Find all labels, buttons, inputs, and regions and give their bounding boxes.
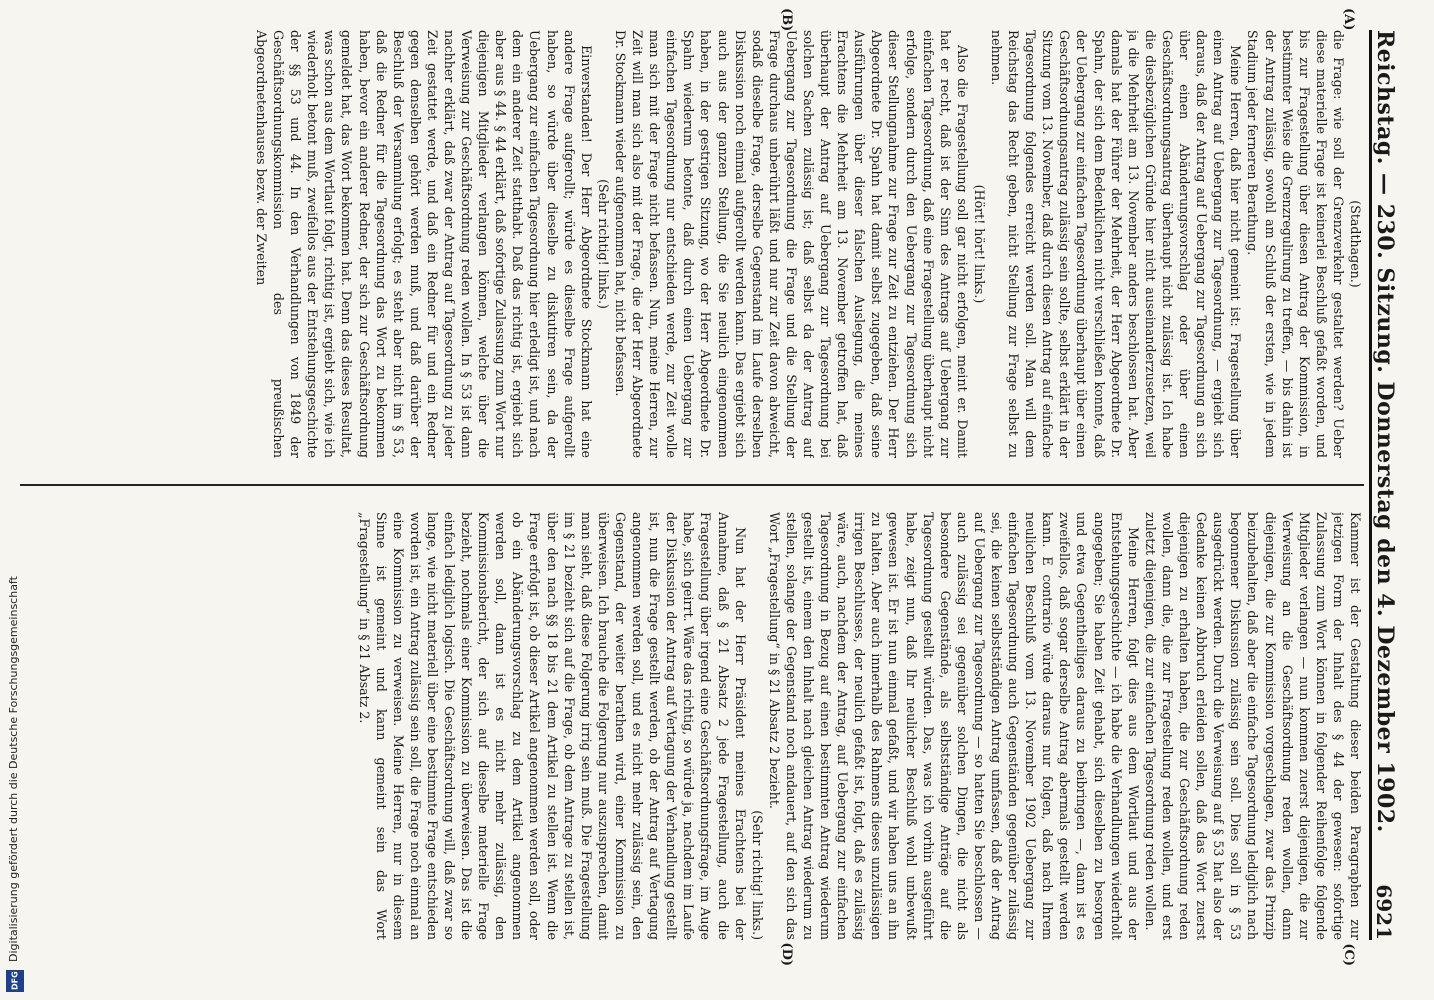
speaker-label: (Stadthagen.): [1348, 200, 1363, 288]
dfg-credit: Digitalisierung gefördert durch die Deutsche Forschungsgemeinschaft: [7, 576, 20, 962]
page-header: [1369, 30, 1412, 940]
right-paragraph-1: Kammer ist der Gestaltung dieser beiden Paragraphen zur jetzigen Form der Inhalt des § 44 der gewesen: sofortige Zulassung zum Wort können in folgender Reihenfolge folgende Mitglieder verlangen — nun kommen zuerst diejenigen, die zur Verweisung an die Geschäftsordnung reden wollen, dann diejenigen, die zur Kommission vorgeschlagen, zwar das Prinzip beizubehalten, daß aber die einfache Tagesordnung lediglich nach begonnener Diskussion zulässig sein soll. Dies soll in § 53 ausgedrückt werden. Durch die Verweisung auf § 53 hat also der Gedanke keinen Abbruch erleiden sollen, daß das Wort zuerst diejenigen zu erhalten haben, die zur Geschäftsordnung reden wollen, dann die, die zur Fragestellung reden wollen, und erst zuletzt diejenigen, die zur einfachen Tagesordnung reden wollen.: [1142, 512, 1363, 940]
text-columns: [20, 30, 1364, 940]
column-divider: [20, 484, 1364, 486]
left-paragraph-2: Meine Herren, daß hier nicht gemeint ist: Fragestellung über einen Antrag auf Uebergang zur Tagesordnung, — ergiebt sich daraus, daß der Antrag auf Uebergang zur Tagesordnung an sich über einen Abänderungsvorschlag oder über einen Geschäftsordnungsantrag überhaupt nicht zulässig ist. Ich habe die diesbezüglichen Gründe hier nicht auseinanderzusetzen, weil ja die Mehrheit am 13. November anders beschlossen hat. Aber damals hat der Führer der Mehrheit, der Herr Abgeordnete Dr. Spahn, der sich dem Bedenklichen nicht verschließen konnte, daß der Uebergang zur einfachen Tagesordnung überhaupt über einen Geschäftsordnungsantrag zulässig sein sollte, selbst erklärt in der Sitzung vom 13. November, daß durch diesen Antrag auf einfache Tagesordnung folgendes erreicht werden soll. Man will dem Reichstag das Recht geben, nicht Stellung zur Frage selbst zu nehmen.: [989, 30, 1244, 458]
margin-marker-c: (C): [1341, 943, 1356, 966]
digitization-footer: [4, 2, 26, 992]
right-paragraph-2: Meine Herren, folgt dies aus dem Wortlaut und aus der Entstehungsgeschichte — ich habe die Verhandlungen wiederholt angegeben; Sie haben Zeit gehabt, sich dieselben zu besorgen und etwa Gegentheiliges daraus zu beibringen —, dann ist es zweifellos, daß sogar derselbe Antrag abermals gestellt werden kann. E contrario würde daraus nur folgen, daß nach Ihrem neulichen Beschluß vom 13. November 1902 Uebergang zur einfachen Tagesordnung auch Gegenständen gegenüber zulässig sei, die keinen selbstständigen Antrag umfassen, daß der Antrag auf Uebergang zur Tagesordnung — so hatten Sie beschlossen — auch zulässig sei gegenüber solchen Dingen, die nicht als besondere Gegenstände, als selbstständige Anträge auf die Tagesordnung gestellt würden. Das, was ich vorhin ausgeführt habe, zeigt nun, daß Ihr neulicher Beschluß wohl unbewußt gewesen ist. Er ist nun einmal gefaßt, und wir haben uns an ihn zu halten. Aber auch innerhalb des Rahmens dieses unzulässigen irrigen Beschlusses, der neulich gefaßt ist, folgt, daß es zulässig wäre, auch, nachdem der Antrag, auf Uebergang zur einfachen Tagesordnung in Bezug auf einen bestimmten Antrag wiederum gestellt ist, einem den Inhalt nach gleichen Antrag wiederum zu stellen, solange der Gegenstand noch andauert, auf den sich das Wort „Fragestellung“ in § 21 Absatz 2 bezieht.: [766, 512, 1141, 940]
margin-marker-a: (A): [1341, 8, 1356, 31]
margin-marker-b: (B): [779, 8, 794, 32]
left-column: [20, 30, 1364, 458]
left-paragraph-3: Also die Fragestellung soll gar nicht erfolgen, meint er. Damit hat er recht, daß ist der Sinn des Antrags auf Uebergang zur einfachen Tagesordnung, daß eine Fragestellung überhaupt nicht erfolge, sondern durch den Uebergang zur Tagesordnung sich dieser Stellungnahme zur Frage zur Zeit zu entziehen. Der Herr Abgeordnete Dr. Spahn hat damit selbst zugegeben, daß seine Ausführungen über dieser falschen Auslegung, die meines Erachtens die Mehrheit am 13. November getroffen hat, daß überhaupt der Antrag auf Uebergang zur Tagesordnung bei solchen Sachen zulässig ist; daß selbst da der Antrag auf Uebergang zur Tagesordnung die Frage und die Stellung der Frage durchaus unberührt läßt und nur zur Zeit davon abweicht, sodaß dieselbe Frage, derselbe Gegenstand im Laufe derselben Diskussion noch einmal aufgerollt werden kann. Das ergiebt sich auch aus der ganzen Stellung, die Sie neulich eingenommen haben, in der gestrigen Sitzung, wo der Herr Abgeordnete Dr. Spahn wiederum betonte, daß durch einen Uebergang zur einfachen Tagesordnung nur entschieden werde, zur Zeit wolle man sich mit der Frage nicht befassen. Nun, meine Herren, zur Zeit will man sich also mit der Frage, die der Herr Abgeordnete Dr. Stockmann wieder aufgenommen hat, nicht befassen.: [612, 30, 970, 458]
interjection-sehr-richtig-left: (Sehr richtig! links.): [595, 179, 611, 309]
margin-marker-d: (D): [779, 942, 794, 966]
interjection-sehr-richtig-right: (Sehr richtig! links.): [749, 810, 765, 940]
interjection-hoert: (Hört! hört! links.): [971, 184, 987, 304]
header-title: Reichstag. — 230. Sitzung. Donnerstag den 4. Dezember 1902.: [1372, 30, 1398, 833]
page-number: 6921: [1372, 884, 1396, 940]
left-paragraph-4: Einverstanden! Der Herr Abgeordnete Stockmann hat eine andere Frage aufgerollt; würde es dieselbe Frage aufgerollt haben, so würde über dieselbe zu diskutiren sein, da der Uebergang zur einfachen Tagesordnung hier erledigt ist, und nach dem ein anderer Zeit statthabt. Daß das richtig ist, ergiebt sich aber aus § 44. § 44 erklärt, daß sofortige Zulassung zum Wort nur diejenigen Mitglieder verlangen können, welche über die Verweisung zur Geschäftsordnung reden wollen. In § 53 ist dann nachher erklärt, daß zwar der Antrag auf Tagesordnung zu jeder Zeit gestattet werde, und daß ein Redner für und ein Redner gegen denselben gehört werden muß, und daß darüber der Beschluß der Versammlung erfolgt; es steht aber nicht im § 53, daß die Redner für die Tagesordnung das Wort zu bekommen haben, bevor ein anderer Redner, der sich zur Geschäftsordnung gemeldet hat, das Wort bekommen hat. Denn das dieses Resultat, was schon aus dem Wortlaut folgt, richtig ist, ergiebt sich, wie ich wiederholt betont muß, zweifellos aus der Entstehungsgeschichte der §§ 53 und 44. In den Verhandlungen von 1849 der Geschäftsordnungskommission des preußischen Abgeordnetenhauses bezw. der Zweiten: [254, 30, 594, 458]
dfg-logo: DFG: [6, 970, 24, 992]
right-column: [20, 512, 1364, 940]
right-paragraph-3: Nun hat der Herr Präsident meines Erachtens bei der Annahme, daß § 21 Absatz 2 jede Fragestellung, auch die Fragestellung über irgend eine Geschäftsordnungsfrage, im Auge habe, sich geirrt. Wäre das richtig, so würde ja, nachdem im Laufe der Diskussion der Antrag auf Vertagung der Verhandlung gestellt ist, nun die Frage gestellt werden, ob der Antrag auf Vertagung angenommen werden soll, und es nicht mehr zulässig sein, den Gegenstand, der weiter berathen wird, einer Kommission zu überweisen. Ich brauche die Folgerung nur auszusprechen, damit man sieht, daß diese Folgerung irrig sein muß. Die Fragestellung im § 21 bezieht sich auf die Frage, ob dem Antrage zu stellen ist, über den nach §§ 18 bis 21 dem Artikel zu stellen ist. Wenn die Frage erfolgt ist, ob dieser Artikel angenommen werden soll, oder ob ein Abänderungsvorschlag zu dem Artikel angenommen werden soll, dann ist es nicht mehr zulässig, den Kommissionsbericht, der sich auf dieselbe materielle Frage bezieht, nochmals einer Kommission zu überweisen. Das ist die einfach lediglich logisch. Die Geschäftsordnung will, daß zwar so lange, wie nicht materiell über eine bestimmte Frage entschieden worden ist, ein Antrag zulässig sein soll, die Frage noch einmal an eine Kommission zu verweisen. Meine Herren, nur in diesem Sinne ist gemeint und kann gemeint sein das Wort „Fragestellung“ in § 21 Absatz 2.: [356, 512, 748, 940]
left-paragraph-1: die Frage: wie soll der Grenzverkehr gestaltet werden? Ueber diese materielle Frage ist keinerlei Beschluß gefaßt worden, und bis zur Fragestellung über diesen Antrag der Kommission, in bestimmter Weise die Grenzregulirung zu treffen, — bis dahin ist der Antrag zulässig, sowohl am Schluß der ersten, wie in jedem Stadium jeder ferneren Berathung.: [1245, 30, 1346, 458]
